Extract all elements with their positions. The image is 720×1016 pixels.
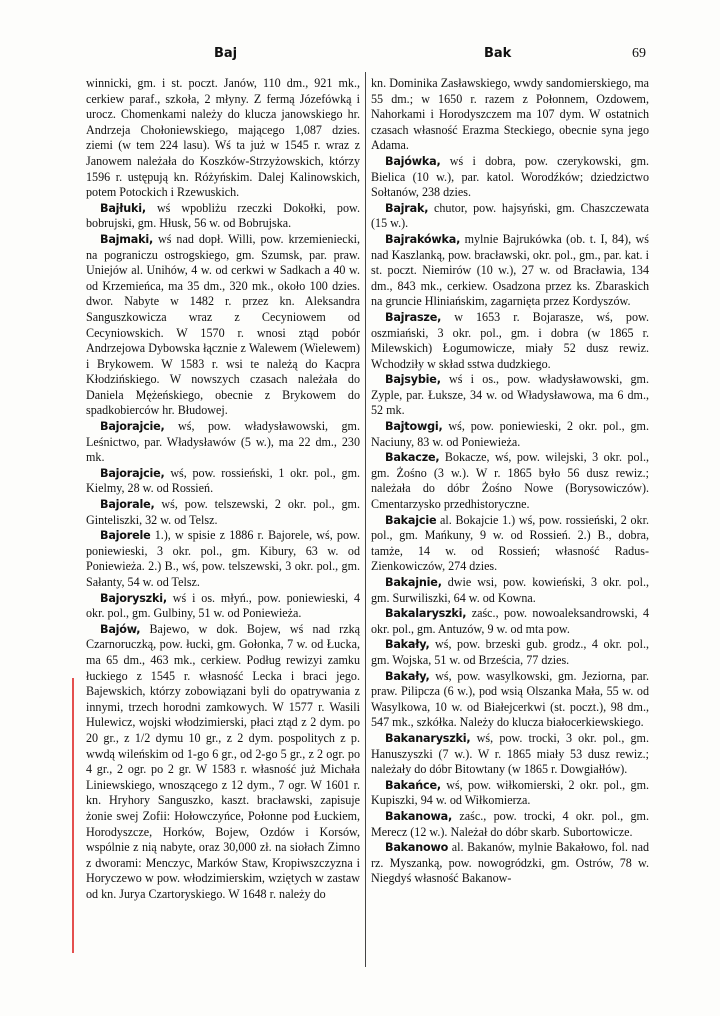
entry-headword: Bajmaki,	[100, 232, 154, 246]
right-entry	[371, 669, 649, 731]
left-running-head: Baj	[214, 46, 238, 61]
entry-text: wś, pow. wiłkomierski, 2 okr. pol., gm. Kupiszki, 94 w. od Wiłkomierza.	[371, 777, 649, 808]
right-entry	[371, 201, 649, 232]
entry-text: al. Bakanów, mylnie Bakałowo, fol. nad rz. Myszanką, pow. nowogródzki, gm. Ostrów, 78 w. Niegdyś własność Bakanow-	[371, 840, 649, 886]
right-entry	[371, 232, 649, 310]
entry-headword: Bajrak,	[385, 201, 429, 215]
right-entry	[371, 372, 649, 419]
entry-text: Bokacze, wś, pow. wilejski, 3 okr. pol., gm. Żośno (3 w.). W r. 1865 było 56 dusz rewiz.; należała do dóbr Żośno Nowe (Borysowiczów). Cmentarzysko przedhistoryczne.	[371, 450, 649, 512]
right-entry	[371, 76, 649, 154]
entry-text: wś wpobliżu rzeczki Dokołki, pow. bobrujski, gm. Hłusk, 56 w. od Bobrujska.	[86, 200, 360, 231]
entry-text: wś nad dopł. Willi, pow. krzemieniecki, na pograniczu ostrogskiego, gm. Szumsk, par. praw. Uniejów al. Unihów, 4 w. od cerkwi w Sadkach a 40 w. od Krzemieńca, ma 35 dm., 320 mk., około 100 dzies. dwor. Nabyte w 1482 r. przez kn. Aleksandra Sanguszkowicza wraz z Cecyniowem od Cecyniowskich. W 1570 r. wnosi ztąd pobór Andrzejowa Dybowska łącznie z Walewem (Wielewem) i Brykowem. W 1583 r. wsi te należą do Kacpra Kłodzińskiego. W nowszych czasach należała do Daniela Mężeńskiego, obecnie z Brykowem do spadkobierców hr. Błudowej.	[86, 231, 360, 418]
entry-text: wś i dobra, pow. czerykowski, gm. Bielica (10 w.), par. katol. Worodźków; dziedzictwo Sołtanów, 238 dzies.	[371, 153, 649, 200]
entry-headword: Bakańce,	[385, 778, 441, 792]
right-entry	[371, 513, 649, 575]
entry-text: wś i os. młyń., pow. poniewieski, 4 okr. pol., gm. Gulbiny, 51 w. od Poniewieża.	[86, 590, 360, 621]
left-entry	[86, 622, 360, 903]
entry-headword: Bakanaryszki,	[385, 731, 471, 745]
entry-headword: Bajorele	[100, 529, 151, 543]
entry-headword: Bakacze,	[385, 451, 440, 465]
entry-text: wś, pow. władysławowski, gm. Leśnictwo, par. Władysławów (5 w.), ma 22 dm., 230 mk.	[86, 419, 360, 465]
entry-headword: Bakajcie	[385, 513, 437, 527]
entry-text: wś, pow. telszewski, 2 okr. pol., gm. Ginteliszki, 32 w. od Telsz.	[86, 497, 360, 527]
entry-headword: Bakały,	[385, 638, 430, 652]
right-column	[371, 76, 649, 887]
entry-text: zaśc., pow. nowoaleksandrowski, 4 okr. pol., gm. Antuzów, 9 w. od mta pow.	[371, 606, 649, 636]
right-entry	[371, 778, 649, 809]
left-entry	[86, 466, 360, 497]
entry-text: wś, pow. trocki, 3 okr. pol., gm. Hanuszyszki (7 w.). W r. 1865 miały 53 dusz rewiz.; należały do dóbr Bitowtany (w 1865 r. Dowgiałłów).	[371, 730, 649, 777]
entry-text: winnicki, gm. i st. poczt. Janów, 110 dm., 921 mk., cerkiew paraf., szkoła, 2 młyny. Z fermą Józefówką i urocz. Chomenkami należy do klucza janowskiego hr. Andrzeja Chołoniewskiego, mającego 1,087 dzies. ziemi (w tem 224 lasu). Wś ta już w 1545 r. wraz z Janowem należała do Koszków-Strzyżowskich, którzy 1596 r. ustępują kn. Różyńskim. Dalej Kalinowskich, potem Potockich i Rzewuskich.	[86, 76, 360, 200]
entry-headword: Bajów,	[100, 622, 141, 636]
entry-text: Bajewo, w dok. Bojew, wś nad rzką Czarnoruczką, pow. łucki, gm. Gołonka, 7 w. od Łucka, ma 65 dm., 463 mk., cerkiew. Podług rewizyi zamku łuckiego z 1545 r. własność Lecka i braci jego. Bajewskich, którzy zobowiązani byli do opatrywania z innymi, trzech horodni zamkowych. W 1577 r. Wasili Hulewicz, wojski włodzimierski, płaci ztąd z 2 dym. po 20 gr., z 1/2 dymu 10 gr., z 2 dym. pospolitych z p. wwdą wileńskim od 1-go 6 gr., od 2-go 5 gr., z 2 ogr. po 4 gr., 2 ogr. po 2 gr. W 1583 r. własność już Michała Liniewskiego, wnoszącego z 12 dym., 7 ogr. W 1601 r. kn. Hryhory Sanguszko, kaszt. bracławski, zapisuje żonie swej Zofii: Hołowczyńce, Połonne pod Łuckiem, Horodyszcze, Horków, Bojew, Ozdów i Korsów, wspólnie z nią nabyte, oraz 30,000 zł. na siołach Zimno z dworami: Menczyc, Marków Staw, Kropiwszczyzna i Horyczewo w pow. włodzimierskim, wziętych w zastaw od kn. Jurya Czartoryskiego. W 1648 r. należy do	[86, 621, 360, 901]
right-running-head: Bak	[484, 46, 512, 61]
entry-headword: Bajówka,	[385, 154, 441, 168]
entry-text: mylnie Bajrukówka (ob. t. I, 84), wś nad Kaszlanką, pow. bracławski, okr. pol., gm., par. kat. i st. poczt. Niemirów (10 w.), 27 w. od Bracławia, 134 dm., 843 mk., cerkiew. Osadzona przez ks. Zbaraskich na gruncie Hliniańskim, zagarnięta przez Kordyszów.	[371, 231, 649, 309]
entry-headword: Bajrakówka,	[385, 232, 461, 246]
page-number: 69	[632, 46, 646, 61]
entry-headword: Bajorale,	[100, 498, 155, 512]
right-entry	[371, 154, 649, 201]
entry-text: chutor, pow. hajsyński, gm. Chaszczewata (15 w.).	[371, 200, 649, 231]
left-entry	[86, 528, 360, 590]
entry-text: kn. Dominika Zasławskiego, wwdy sandomierskiego, ma 55 dm.; w 1650 r. razem z Połonnem, Ozdowem, Nahorkami i Horodyszczem ma 107 dym. W ostatnich czasach własność Erazma Steckiego, obecnie syna jego Adama.	[371, 76, 649, 153]
entry-headword: Bajtowgi,	[385, 420, 443, 434]
left-column	[86, 76, 360, 902]
entry-headword: Bakały,	[385, 669, 430, 683]
right-entry	[371, 310, 649, 372]
left-entry	[86, 76, 360, 201]
red-margin-mark	[72, 678, 74, 953]
entry-text: wś, pow. wasylkowski, gm. Jeziorna, par. praw. Pilipcza (6 w.), pod wsią Olszanka Mała, 55 w. od Wasylkowa, 10 w. od Białejcerkwi (st. poczt.), 98 dm., 547 mk., szkółka. Należy do klucza białocerkiewskiego.	[371, 668, 649, 730]
entry-headword: Bakanowo	[385, 841, 449, 855]
entry-headword: Bajoryszki,	[100, 591, 167, 605]
entry-text: wś, pow. brzeski gub. grodz., 4 okr. pol., gm. Wojska, 51 w. od Brześcia, 77 dzies.	[371, 637, 649, 667]
entry-text: wś, pow. poniewieski, 2 okr. pol., gm. Naciuny, 83 w. od Poniewieża.	[371, 419, 649, 449]
left-entry	[86, 419, 360, 466]
entry-headword: Bajorajcie,	[100, 466, 165, 480]
entry-headword: Bajsybie,	[385, 373, 441, 387]
right-entry	[371, 606, 649, 637]
column-divider	[365, 72, 366, 967]
entry-headword: Bajrasze,	[385, 310, 442, 324]
right-entry	[371, 419, 649, 450]
right-entry	[371, 840, 649, 887]
entry-headword: Bakajnie,	[385, 576, 442, 589]
entry-text: al. Bokajcie 1.) wś, pow. rossieński, 2 okr. pol., gm. Mańkuny, 9 w. od Rossień. 2.) B., dobra, tamże, 14 w. od Rossień; własność Radus-Zienkowiczów, 274 dzies.	[371, 512, 649, 574]
entry-text: w 1653 r. Bojarasze, wś, pow. oszmiański, 3 okr. pol., gm. i dobra (w 1865 r. Milewskich) Łogumowicze, miały 52 dusz rewiz. Wchodziły w skład sstwa dudzkiego.	[371, 309, 649, 371]
entry-headword: Bajłuki,	[100, 201, 146, 215]
entry-text: zaśc., pow. trocki, 4 okr. pol., gm. Merecz (12 w.). Należał do dóbr skarb. Subortowicze.	[371, 808, 649, 839]
right-entry	[371, 809, 649, 840]
right-entry	[371, 575, 649, 606]
entry-headword: Bakanowa,	[385, 809, 453, 823]
left-entry	[86, 201, 360, 232]
entry-text: 1.), w spisie z 1886 r. Bajorele, wś, pow. poniewieski, 3 okr. pol., gm. Kibury, 63 w. od Poniewieża. 2.) B., wś, pow. telszewski, 3 okr. pol., gm. Sałanty, 54 w. od Telsz.	[86, 528, 360, 589]
entry-text: wś i os., pow. władysławowski, gm. Zyple, par. Łuksze, 34 w. od Władysławowa, ma 6 dm., 52 mk.	[371, 372, 649, 418]
right-entry	[371, 637, 649, 668]
left-entry	[86, 497, 360, 528]
entry-headword: Bakalaryszki,	[385, 607, 467, 621]
entry-headword: Bajorajcie,	[100, 420, 165, 434]
left-entry	[86, 591, 360, 622]
entry-text: dwie wsi, pow. kowieński, 3 okr. pol., gm. Surwiliszki, 64 w. od Kowna.	[371, 575, 649, 605]
entry-text: wś, pow. rossieński, 1 okr. pol., gm. Kielmy, 28 w. od Rossień.	[86, 465, 360, 496]
right-entry	[371, 450, 649, 512]
left-entry	[86, 232, 360, 419]
right-entry	[371, 731, 649, 778]
